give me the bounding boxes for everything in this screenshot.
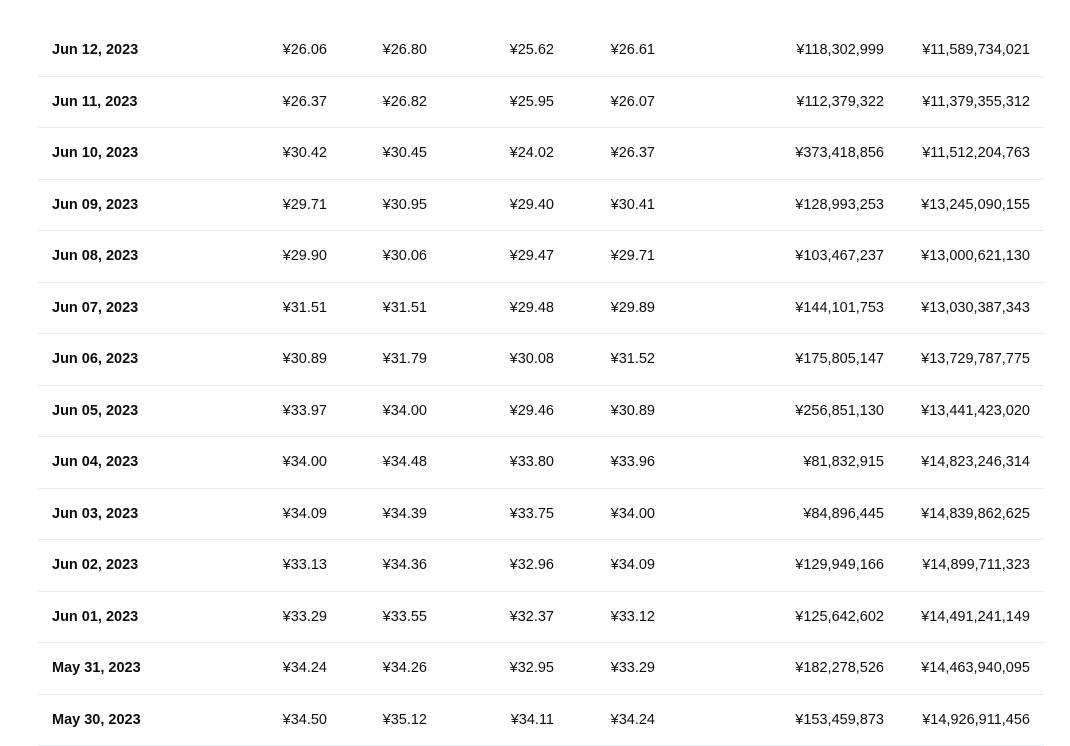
high-cell: ¥34.00 — [383, 386, 427, 438]
close-cell: ¥29.71 — [611, 231, 655, 283]
market-cap-cell: ¥11,512,204,763 — [922, 128, 1030, 180]
high-cell: ¥33.55 — [383, 592, 427, 644]
low-cell: ¥34.11 — [511, 695, 554, 746]
date-cell: Jun 09, 2023 — [52, 180, 138, 232]
date-cell: Jun 02, 2023 — [52, 540, 138, 592]
open-cell: ¥34.00 — [283, 437, 327, 489]
high-cell: ¥30.06 — [383, 231, 427, 283]
volume-cell: ¥129,949,166 — [795, 540, 884, 592]
close-cell: ¥34.24 — [611, 695, 655, 746]
high-cell: ¥35.12 — [383, 695, 427, 746]
open-cell: ¥33.97 — [283, 386, 327, 438]
table-row — [38, 489, 1044, 541]
date-cell: Jun 10, 2023 — [52, 128, 138, 180]
market-cap-cell: ¥13,000,621,130 — [921, 231, 1030, 283]
open-cell: ¥30.89 — [283, 334, 327, 386]
date-cell: Jun 11, 2023 — [52, 77, 137, 129]
table-row — [38, 386, 1044, 438]
table-row — [38, 643, 1044, 695]
low-cell: ¥29.40 — [510, 180, 554, 232]
date-cell: Jun 04, 2023 — [52, 437, 138, 489]
market-cap-cell: ¥14,823,246,314 — [921, 437, 1030, 489]
market-cap-cell: ¥14,899,711,323 — [922, 540, 1030, 592]
date-cell: May 30, 2023 — [52, 695, 141, 746]
volume-cell: ¥118,302,999 — [796, 25, 884, 77]
high-cell: ¥34.48 — [383, 437, 427, 489]
low-cell: ¥25.62 — [510, 25, 554, 77]
high-cell: ¥26.80 — [383, 25, 427, 77]
open-cell: ¥26.06 — [283, 25, 327, 77]
close-cell: ¥26.61 — [611, 25, 655, 77]
open-cell: ¥34.09 — [283, 489, 327, 541]
date-cell: Jun 07, 2023 — [52, 283, 138, 335]
high-cell: ¥34.26 — [383, 643, 427, 695]
high-cell: ¥30.95 — [383, 180, 427, 232]
historical-data-table — [38, 25, 1044, 746]
close-cell: ¥31.52 — [611, 334, 655, 386]
table-row — [38, 180, 1044, 232]
low-cell: ¥25.95 — [510, 77, 554, 129]
volume-cell: ¥125,642,602 — [795, 592, 884, 644]
market-cap-cell: ¥13,441,423,020 — [921, 386, 1030, 438]
open-cell: ¥34.50 — [283, 695, 327, 746]
volume-cell: ¥112,379,322 — [796, 77, 884, 129]
market-cap-cell: ¥13,245,090,155 — [921, 180, 1030, 232]
high-cell: ¥26.82 — [383, 77, 427, 129]
open-cell: ¥33.29 — [283, 592, 327, 644]
date-cell: Jun 03, 2023 — [52, 489, 138, 541]
table-row — [38, 231, 1044, 283]
close-cell: ¥30.89 — [611, 386, 655, 438]
table-row — [38, 128, 1044, 180]
volume-cell: ¥153,459,873 — [795, 695, 884, 746]
table-row — [38, 540, 1044, 592]
open-cell: ¥26.37 — [283, 77, 327, 129]
close-cell: ¥34.09 — [611, 540, 655, 592]
high-cell: ¥34.39 — [383, 489, 427, 541]
low-cell: ¥29.46 — [510, 386, 554, 438]
volume-cell: ¥103,467,237 — [795, 231, 884, 283]
close-cell: ¥34.00 — [611, 489, 655, 541]
low-cell: ¥32.95 — [510, 643, 554, 695]
low-cell: ¥29.48 — [510, 283, 554, 335]
open-cell: ¥30.42 — [283, 128, 327, 180]
volume-cell: ¥144,101,753 — [795, 283, 884, 335]
close-cell: ¥26.07 — [611, 77, 655, 129]
market-cap-cell: ¥14,839,862,625 — [921, 489, 1030, 541]
high-cell: ¥31.79 — [383, 334, 427, 386]
table-row — [38, 25, 1044, 77]
table-row — [38, 334, 1044, 386]
low-cell: ¥33.75 — [510, 489, 554, 541]
volume-cell: ¥175,805,147 — [795, 334, 884, 386]
volume-cell: ¥182,278,526 — [795, 643, 884, 695]
low-cell: ¥29.47 — [510, 231, 554, 283]
market-cap-cell: ¥11,379,355,312 — [922, 77, 1030, 129]
volume-cell: ¥84,896,445 — [803, 489, 884, 541]
low-cell: ¥33.80 — [510, 437, 554, 489]
open-cell: ¥31.51 — [283, 283, 327, 335]
market-cap-cell: ¥14,463,940,095 — [921, 643, 1030, 695]
market-cap-cell: ¥13,030,387,343 — [921, 283, 1030, 335]
high-cell: ¥31.51 — [383, 283, 427, 335]
close-cell: ¥26.37 — [611, 128, 655, 180]
high-cell: ¥30.45 — [383, 128, 427, 180]
low-cell: ¥32.37 — [510, 592, 554, 644]
open-cell: ¥34.24 — [283, 643, 327, 695]
date-cell: Jun 06, 2023 — [52, 334, 138, 386]
close-cell: ¥33.12 — [611, 592, 655, 644]
volume-cell: ¥128,993,253 — [795, 180, 884, 232]
low-cell: ¥32.96 — [510, 540, 554, 592]
close-cell: ¥30.41 — [611, 180, 655, 232]
date-cell: May 31, 2023 — [52, 643, 141, 695]
date-cell: Jun 08, 2023 — [52, 231, 138, 283]
high-cell: ¥34.36 — [383, 540, 427, 592]
close-cell: ¥33.96 — [611, 437, 655, 489]
volume-cell: ¥373,418,856 — [795, 128, 884, 180]
close-cell: ¥33.29 — [611, 643, 655, 695]
low-cell: ¥24.02 — [510, 128, 554, 180]
table-row — [38, 695, 1044, 746]
date-cell: Jun 12, 2023 — [52, 25, 138, 77]
low-cell: ¥30.08 — [510, 334, 554, 386]
market-cap-cell: ¥11,589,734,021 — [922, 25, 1030, 77]
date-cell: Jun 05, 2023 — [52, 386, 138, 438]
open-cell: ¥29.71 — [283, 180, 327, 232]
market-cap-cell: ¥13,729,787,775 — [921, 334, 1030, 386]
open-cell: ¥29.90 — [283, 231, 327, 283]
table-row — [38, 437, 1044, 489]
table-row — [38, 592, 1044, 644]
table-row — [38, 283, 1044, 335]
volume-cell: ¥81,832,915 — [803, 437, 884, 489]
date-cell: Jun 01, 2023 — [52, 592, 138, 644]
market-cap-cell: ¥14,491,241,149 — [921, 592, 1030, 644]
market-cap-cell: ¥14,926,911,456 — [922, 695, 1030, 746]
close-cell: ¥29.89 — [611, 283, 655, 335]
volume-cell: ¥256,851,130 — [795, 386, 884, 438]
table-row — [38, 77, 1044, 129]
open-cell: ¥33.13 — [283, 540, 327, 592]
